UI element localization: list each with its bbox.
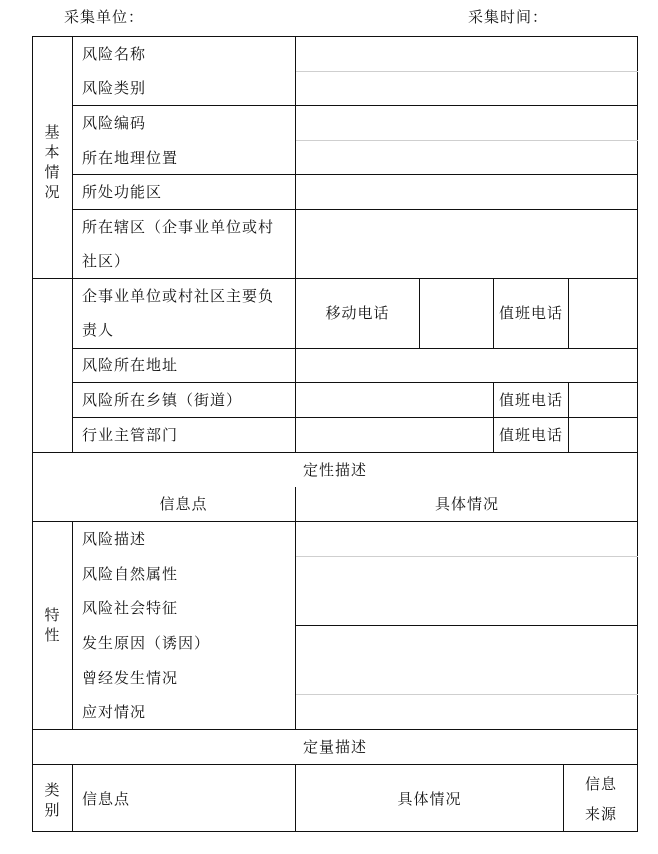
social-feature-label: 风险社会特征 <box>82 599 179 617</box>
row-divider <box>296 71 638 72</box>
history-label: 曾经发生情况 <box>82 669 179 687</box>
row-divider <box>72 174 638 175</box>
col-divider <box>419 278 420 348</box>
natural-attribute-label: 风险自然属性 <box>82 565 179 583</box>
section-divider <box>32 764 638 765</box>
qualitative-title: 定性描述 <box>302 461 367 479</box>
col-divider <box>568 382 569 452</box>
category-title: 类 别 <box>44 781 60 819</box>
district-label: 所在辖区（企事业单位或村 社区） <box>82 218 275 270</box>
col-divider <box>72 764 73 832</box>
row-divider <box>72 382 638 383</box>
info-source-header: 信息 来源 <box>584 775 617 823</box>
collect-time-label: 采集时间： <box>468 8 549 26</box>
row-divider <box>296 625 638 626</box>
quant-detail-header: 具体情况 <box>397 790 462 808</box>
row-divider <box>72 348 638 349</box>
response-label: 应对情况 <box>82 703 147 721</box>
mobile-phone-label: 移动电话 <box>325 304 390 322</box>
section-divider <box>32 729 638 730</box>
col-divider <box>568 278 569 348</box>
risk-category-label: 风险类别 <box>82 79 147 97</box>
quant-info-point-header: 信息点 <box>82 790 131 808</box>
characteristics-title: 特 性 <box>44 606 60 644</box>
risk-code-label: 风险编码 <box>82 114 147 132</box>
functional-zone-label: 所处功能区 <box>82 183 163 201</box>
row-divider <box>296 694 638 695</box>
township-label: 风险所在乡镇（街道） <box>82 391 243 409</box>
section-divider <box>32 521 638 522</box>
dept-label: 行业主管部门 <box>82 426 179 444</box>
section-divider <box>32 452 638 453</box>
township-duty-phone-label: 值班电话 <box>498 391 563 409</box>
risk-description-label: 风险描述 <box>82 530 147 548</box>
col-divider <box>72 521 73 729</box>
row-divider <box>72 105 638 106</box>
risk-address-label: 风险所在地址 <box>82 356 179 374</box>
collect-unit-label: 采集单位： <box>64 8 145 26</box>
dept-duty-phone-label: 值班电话 <box>498 426 563 444</box>
cause-label: 发生原因（诱因） <box>82 634 211 652</box>
row-divider <box>296 140 638 141</box>
row-divider <box>296 556 638 557</box>
col-divider <box>72 36 73 452</box>
responsible-person-label: 企事业单位或村社区主要负 责人 <box>82 287 275 339</box>
row-divider <box>72 417 638 418</box>
geo-location-label: 所在地理位置 <box>82 149 179 167</box>
col-divider <box>295 36 296 452</box>
duty-phone-label: 值班电话 <box>498 304 563 322</box>
quantitative-title: 定量描述 <box>302 738 367 756</box>
risk-name-label: 风险名称 <box>82 45 147 63</box>
detail-header: 具体情况 <box>434 495 499 513</box>
col-divider <box>295 487 296 729</box>
basic-section-title: 基 本 情 况 <box>44 123 60 201</box>
info-point-header: 信息点 <box>159 495 208 513</box>
